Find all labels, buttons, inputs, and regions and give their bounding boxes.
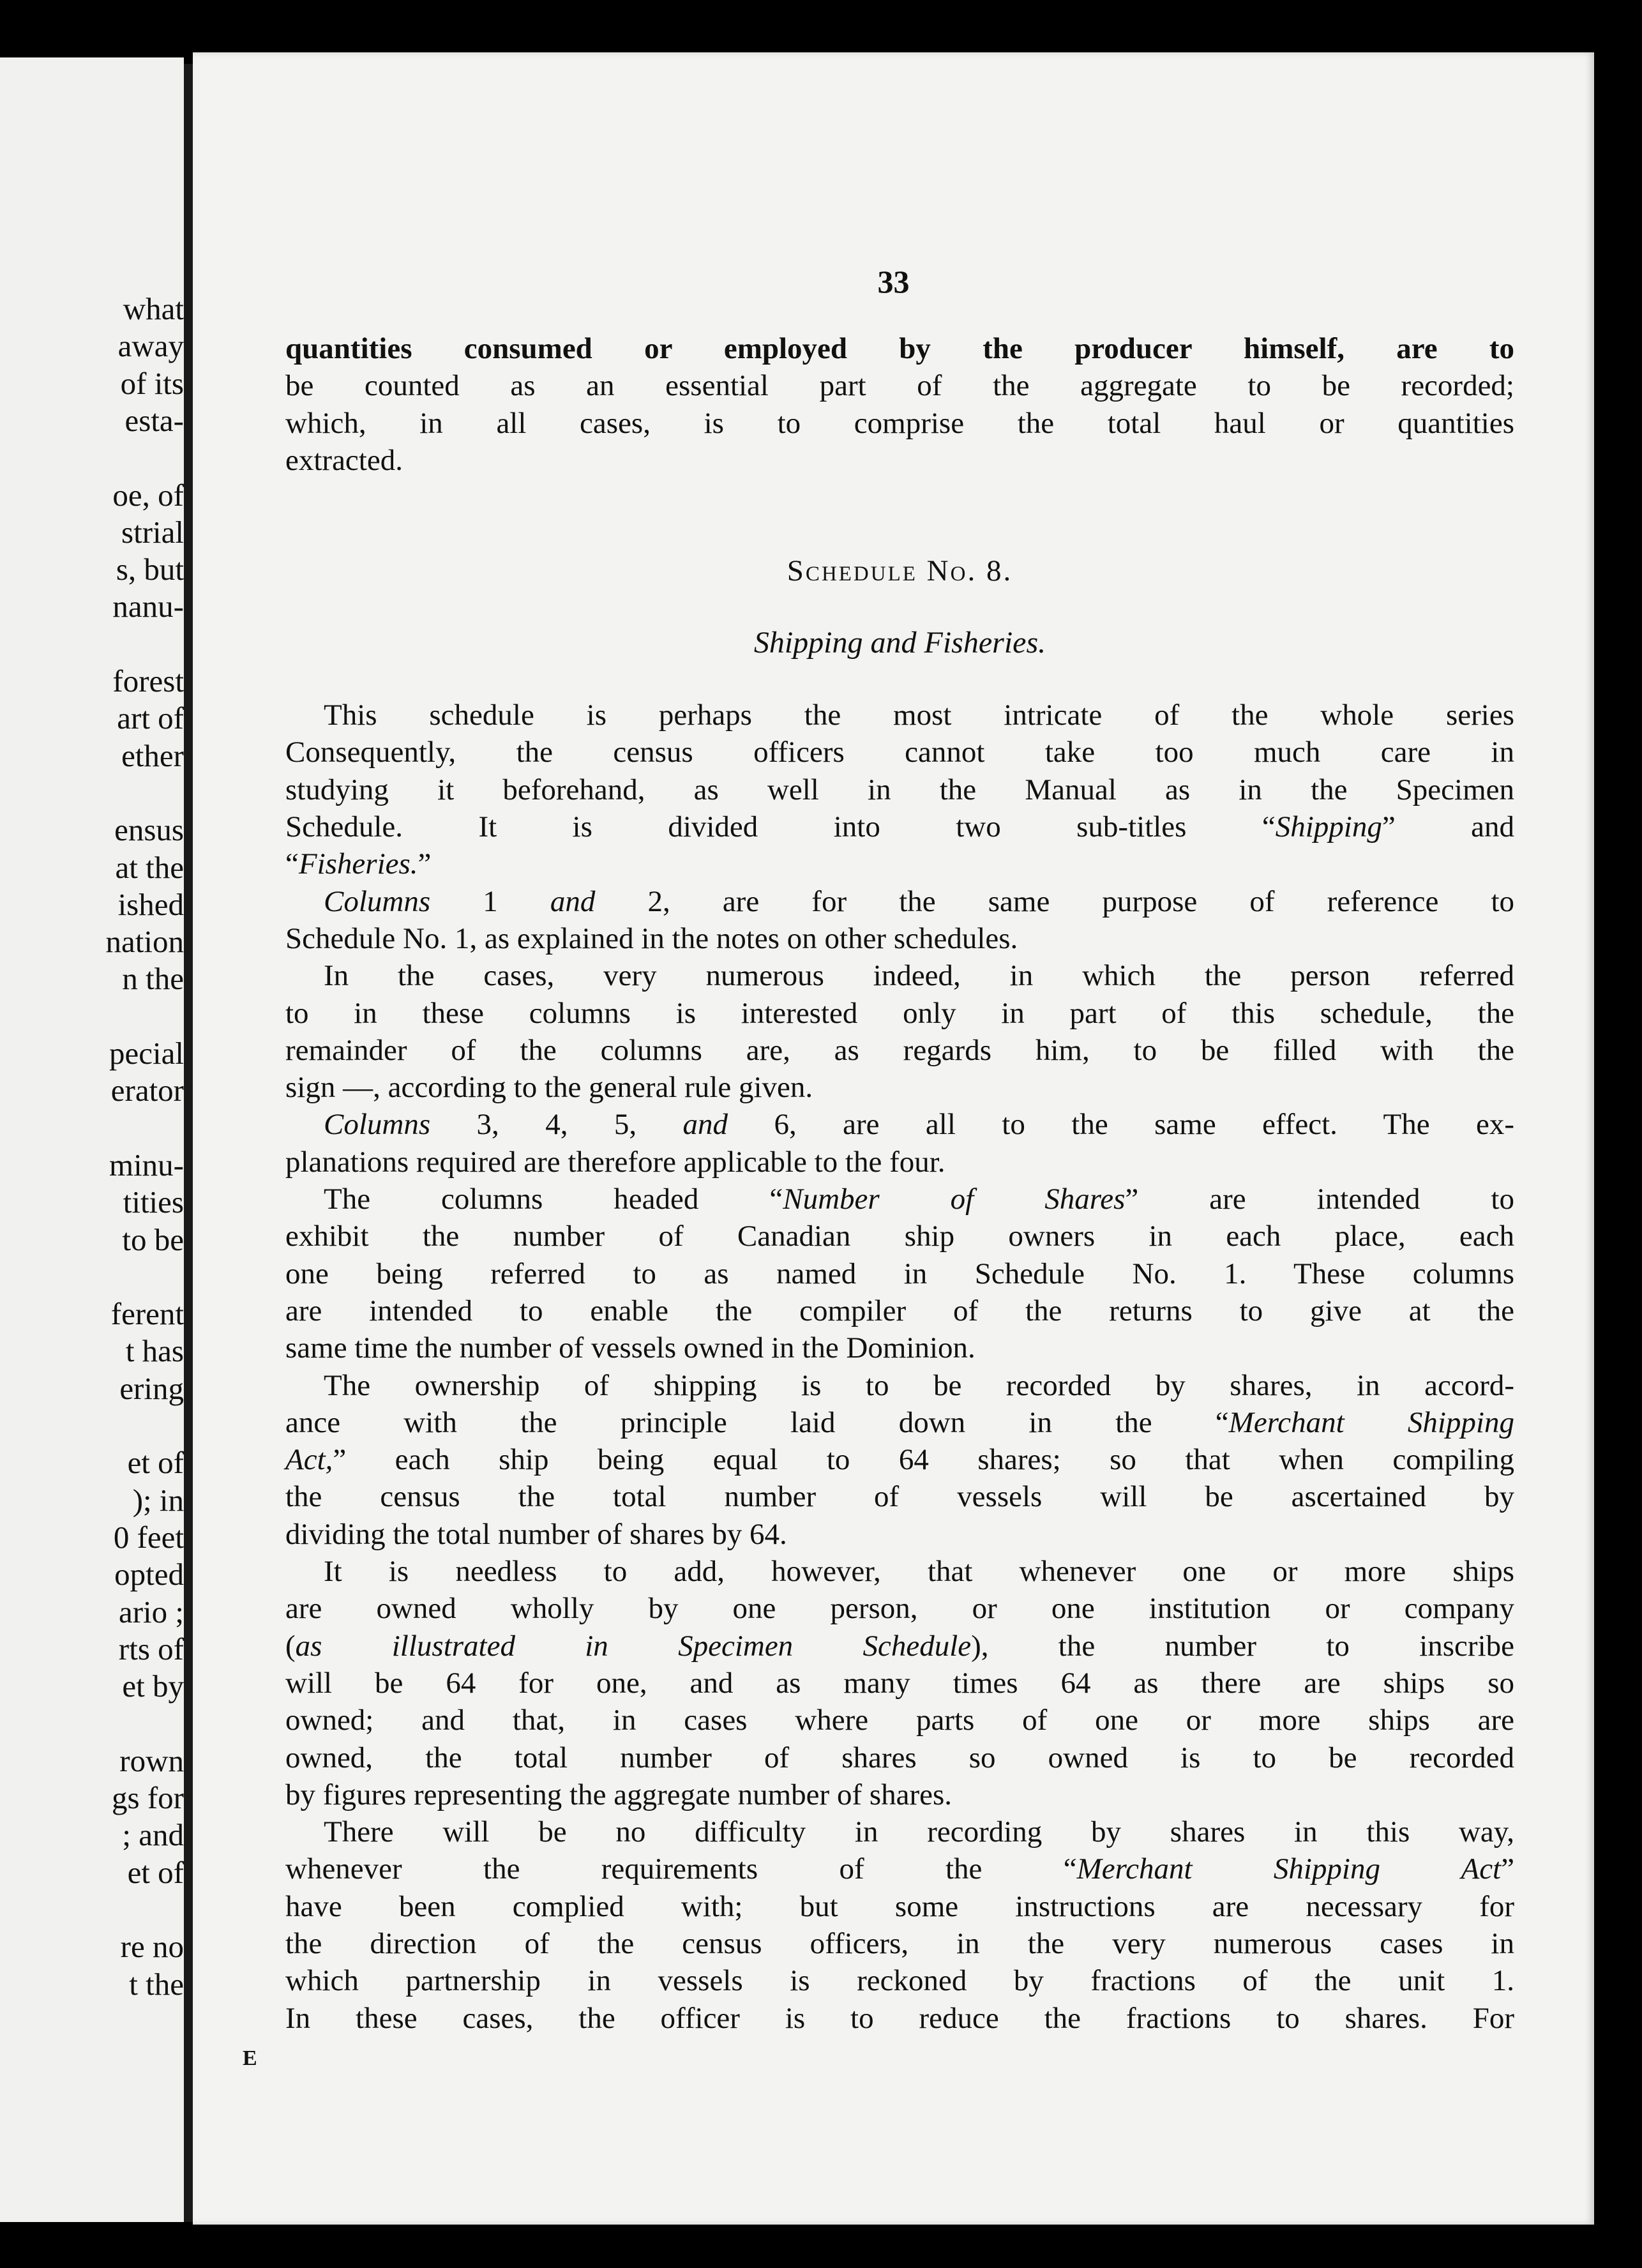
- text-line: Columns 3, 4, 5, and 6, are all to the same effect. The ex-: [324, 1108, 1514, 1142]
- text-line: “Fisheries.”: [285, 847, 432, 881]
- text-line: owned, the total number of shares so owned is to be recorded: [285, 1741, 1514, 1774]
- text-line: whenever the requirements of the “Merchant Shipping Act”: [285, 1852, 1514, 1886]
- left-page-line: nanu-: [112, 589, 184, 624]
- left-page-line: erator: [110, 1073, 184, 1108]
- text-line: (as illustrated in Specimen Schedule), the number to inscribe: [285, 1629, 1514, 1663]
- text-line: Schedule. It is divided into two sub-titles “Shipping” and: [285, 810, 1514, 844]
- left-page-line: t has: [125, 1333, 184, 1369]
- left-page-line: ether: [121, 737, 184, 773]
- left-page-line: ferent: [110, 1296, 184, 1332]
- text-line: one being referred to as named in Schedule No. 1. These columns: [285, 1257, 1514, 1290]
- left-page-line: ensus: [114, 812, 184, 848]
- section-title: Shipping and Fisheries.: [753, 626, 1046, 660]
- text-line: have been complied with; but some instructions are necessary for: [285, 1889, 1514, 1923]
- text-line: This schedule is perhaps the most intricate of the whole series: [324, 699, 1514, 732]
- text-line: the direction of the census officers, in the very numerous cases in: [285, 1926, 1514, 1960]
- left-page-line: ario ;: [118, 1594, 184, 1629]
- schedule-heading: Schedule No. 8.: [787, 554, 1013, 588]
- text-line: exhibit the number of Canadian ship owners in each place, each: [285, 1220, 1514, 1253]
- text-line: Act,” each ship being equal to 64 shares; so that when compiling: [285, 1443, 1514, 1477]
- left-page-line: et of: [127, 1445, 184, 1481]
- text-line: Schedule No. 1, as explained in the notes on other schedules.: [285, 921, 1018, 955]
- left-page-line: pecial: [109, 1036, 184, 1071]
- left-page-line: strial: [121, 514, 184, 550]
- text-line: the census the total number of vessels will be ascertained by: [285, 1480, 1514, 1514]
- left-page-line: s, but: [116, 552, 184, 587]
- left-page-line: esta-: [124, 402, 184, 438]
- text-line: quantities consumed or employed by the producer himself, are to: [285, 332, 1514, 365]
- left-page-line: et of: [127, 1854, 184, 1890]
- left-page-line: rown: [119, 1743, 184, 1778]
- left-page-line: at the: [115, 849, 184, 885]
- left-page-line: nation: [105, 924, 184, 960]
- page-number: 33: [877, 264, 910, 299]
- right-page: [193, 52, 1594, 2225]
- left-page-line: forest: [112, 663, 184, 699]
- left-page-line: art of: [117, 700, 184, 736]
- left-page-line: of its: [120, 365, 184, 401]
- left-page-line: t the: [129, 1966, 184, 2002]
- text-line: same time the number of vessels owned in the Dominion.: [285, 1331, 975, 1365]
- left-page-line: 0 feet: [113, 1519, 184, 1555]
- text-line: sign —, according to the general rule given.: [285, 1071, 813, 1105]
- text-line: ance with the principle laid down in the “Merchant Shipping: [285, 1405, 1514, 1439]
- left-page-line: to be: [122, 1221, 184, 1257]
- text-line: which partnership in vessels is reckoned by fractions of the unit 1.: [285, 1964, 1514, 1998]
- text-line: In these cases, the officer is to reduce the fractions to shares. For: [285, 2001, 1514, 2035]
- left-page-line: re no: [120, 1929, 184, 1965]
- text-line: Columns 1 and 2, are for the same purpose of reference to: [324, 884, 1515, 918]
- left-page-line: n the: [122, 961, 184, 997]
- text-line: extracted.: [285, 443, 403, 477]
- text-line: The columns headed “Number of Shares” are intended to: [324, 1183, 1514, 1216]
- text-line: by figures representing the aggregate number of shares.: [285, 1778, 953, 1811]
- left-page-line: gs for: [112, 1780, 184, 1815]
- left-page-fragment: [0, 57, 184, 2222]
- text-line: There will be no difficulty in recording by shares in this way,: [324, 1815, 1514, 1849]
- left-page-line: et by: [122, 1668, 184, 1704]
- body-text: [285, 330, 1514, 2037]
- text-line: owned; and that, in cases where parts of one or more ships are: [285, 1704, 1514, 1737]
- text-line: It is needless to add, however, that whenever one or more ships: [324, 1555, 1514, 1589]
- left-page-line: oe, of: [112, 477, 184, 513]
- left-page-line: ; and: [122, 1817, 184, 1853]
- signature-mark: E: [243, 2046, 257, 2070]
- left-page-line: opted: [114, 1557, 184, 1592]
- book-gutter: [184, 64, 193, 2222]
- text-line: In the cases, very numerous indeed, in which the person referred: [324, 959, 1514, 993]
- left-page-line: tities: [123, 1184, 184, 1220]
- text-line: are intended to enable the compiler of the returns to give at the: [285, 1294, 1514, 1327]
- text-line: will be 64 for one, and as many times 64 as there are ships so: [285, 1666, 1514, 1700]
- text-line: The ownership of shipping is to be recorded by shares, in accord-: [324, 1368, 1514, 1402]
- text-line: to in these columns is interested only in part of this schedule, the: [285, 996, 1514, 1030]
- left-page-line: minu-: [109, 1147, 184, 1183]
- text-line: dividing the total number of shares by 64.: [285, 1517, 787, 1551]
- text-line: studying it beforehand, as well in the Manual as in the Specimen: [285, 773, 1514, 806]
- left-page-line: ering: [119, 1370, 184, 1406]
- text-line: Consequently, the census officers cannot take too much care in: [285, 736, 1514, 769]
- text-line: which, in all cases, is to comprise the total haul or quantities: [285, 406, 1514, 440]
- text-line: are owned wholly by one person, or one institution or company: [285, 1592, 1514, 1626]
- left-page-line: away: [117, 328, 184, 364]
- left-page-line: what: [123, 291, 184, 326]
- left-page-line: ished: [117, 886, 184, 922]
- text-line: remainder of the columns are, as regards him, to be filled with the: [285, 1033, 1514, 1067]
- text-line: be counted as an essential part of the aggregate to be recorded;: [285, 369, 1514, 403]
- left-page-line: ); in: [132, 1482, 184, 1518]
- text-line: planations required are therefore applicable to the four.: [285, 1145, 945, 1179]
- left-page-line: rts of: [118, 1631, 184, 1667]
